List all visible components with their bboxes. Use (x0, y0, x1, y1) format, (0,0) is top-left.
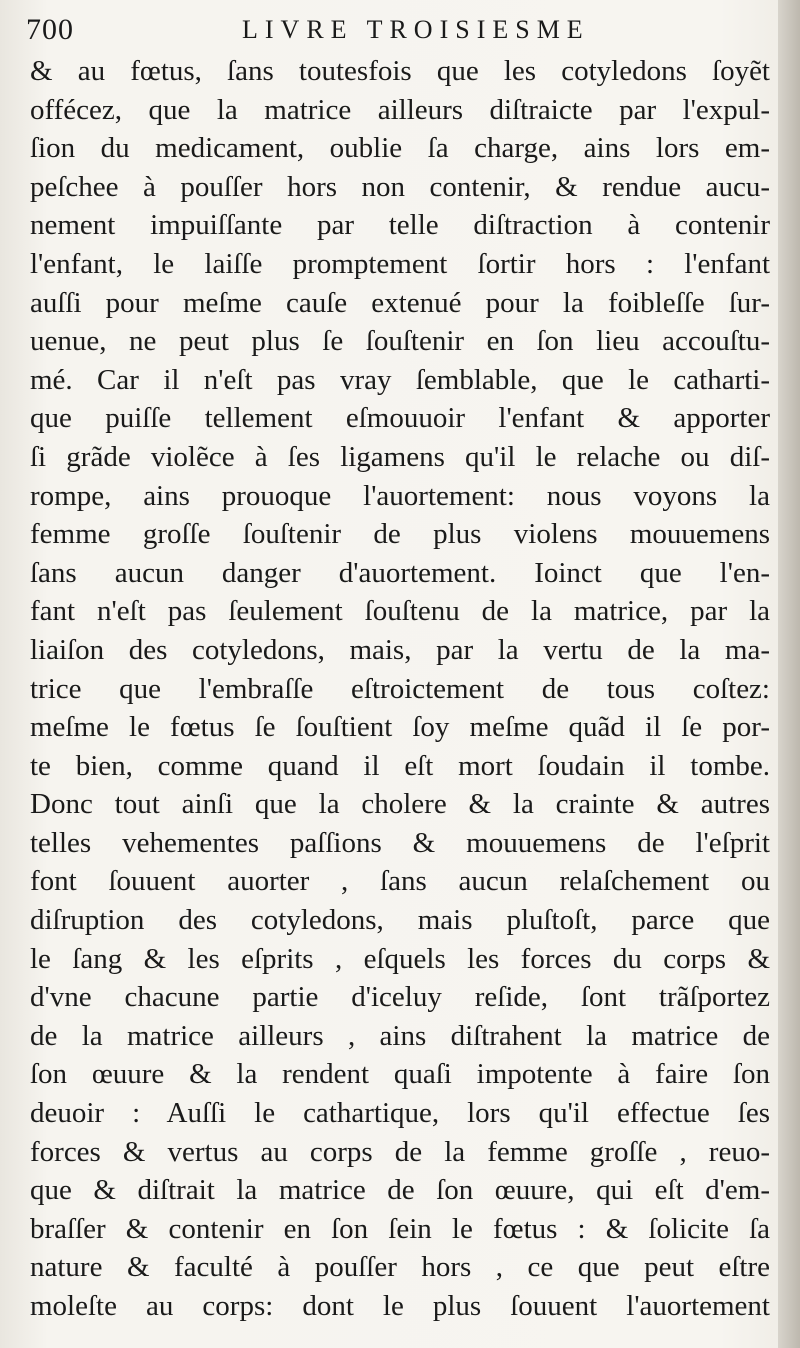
text-line: auſſi pour meſme cauſe extenué pour la foibleſſe ſur- (30, 286, 770, 319)
body-text (30, 52, 770, 1326)
text-line: braſſer & contenir en ſon ſein le fœtus : & ſolicite ſa (30, 1212, 770, 1245)
page-number: 700 (26, 13, 74, 46)
text-line: fant n'eſt pas ſeulement ſouſtenu de la matrice, par la (30, 595, 770, 628)
text-line: d'vne chacune partie d'iceluy reſide, ſont trãſportez (30, 981, 770, 1014)
text-line: que puiſſe tellement eſmouuoir l'enfant & apporter (30, 402, 770, 435)
text-line: ſon œuure & la rendent quaſi impotente à faire ſon (30, 1058, 770, 1091)
text-line: uenue, ne peut plus ſe ſouſtenir en ſon lieu accouſtu- (30, 325, 770, 358)
text-line: rompe, ains prouoque l'auortement: nous voyons la (30, 479, 770, 512)
text-line: nature & faculté à pouſſer hors , ce que peut eſtre (30, 1251, 770, 1284)
text-line: forces & vertus au corps de la femme groſſe , reuo- (30, 1135, 770, 1168)
running-head: LIVRE TROISIESME (242, 15, 590, 44)
text-line: le ſang & les eſprits , eſquels les forces du corps & (30, 942, 770, 975)
text-line: l'enfant, le laiſſe promptement ſortir hors : l'enfant (30, 247, 770, 280)
text-line: diſruption des cotyledons, mais pluſtoſt, parce que (30, 904, 770, 937)
text-line: telles vehementes paſſions & mouuemens de l'eſprit (30, 826, 770, 859)
text-line: peſchee à pouſſer hors non contenir, & rendue aucu- (30, 170, 770, 203)
text-line: ſi grãde violẽce à ſes ligamens qu'il le relache ou diſ- (30, 440, 770, 473)
text-line: nement impuiſſante par telle diſtraction à contenir (30, 209, 770, 242)
text-line: Donc tout ainſi que la cholere & la crainte & autres (30, 788, 770, 821)
text-line: trice que l'embraſſe eſtroictement de tous coſtez: (30, 672, 770, 705)
text-line: font ſouuent auorter , ſans aucun relaſchement ou (30, 865, 770, 898)
text-line: femme groſſe ſouſtenir de plus violens mouuemens (30, 518, 770, 551)
text-line: moleſte au corps: dont le plus ſouuent l'auortement (30, 1290, 770, 1322)
text-line: ſion du medicament, oublie ſa charge, ains lors em- (30, 132, 770, 165)
text-line: de la matrice ailleurs , ains diſtrahent la matrice de (30, 1019, 770, 1052)
text-line: offécez, que la matrice ailleurs diſtraicte par l'expul- (30, 93, 770, 126)
text-line: meſme le fœtus ſe ſouſtient ſoy meſme quãd il ſe por- (30, 711, 770, 744)
page-header (26, 10, 766, 50)
text-line: te bien, comme quand il eſt mort ſoudain il tombe. (30, 749, 770, 782)
text-line: deuoir : Auſſi le cathartique, lors qu'il effectue ſes (30, 1097, 770, 1130)
text-line: & au fœtus, ſans toutesfois que les cotyledons ſoyẽt (30, 55, 770, 87)
text-line: que & diſtrait la matrice de ſon œuure, qui eſt d'em- (30, 1174, 770, 1207)
text-line: ſans aucun danger d'auortement. Ioinct que l'en- (30, 556, 770, 589)
text-line: mé. Car il n'eſt pas vray ſemblable, que le catharti- (30, 363, 770, 396)
page-gutter-shadow (778, 0, 800, 1348)
text-line: liaiſon des cotyledons, mais, par la vertu de la ma- (30, 633, 770, 666)
